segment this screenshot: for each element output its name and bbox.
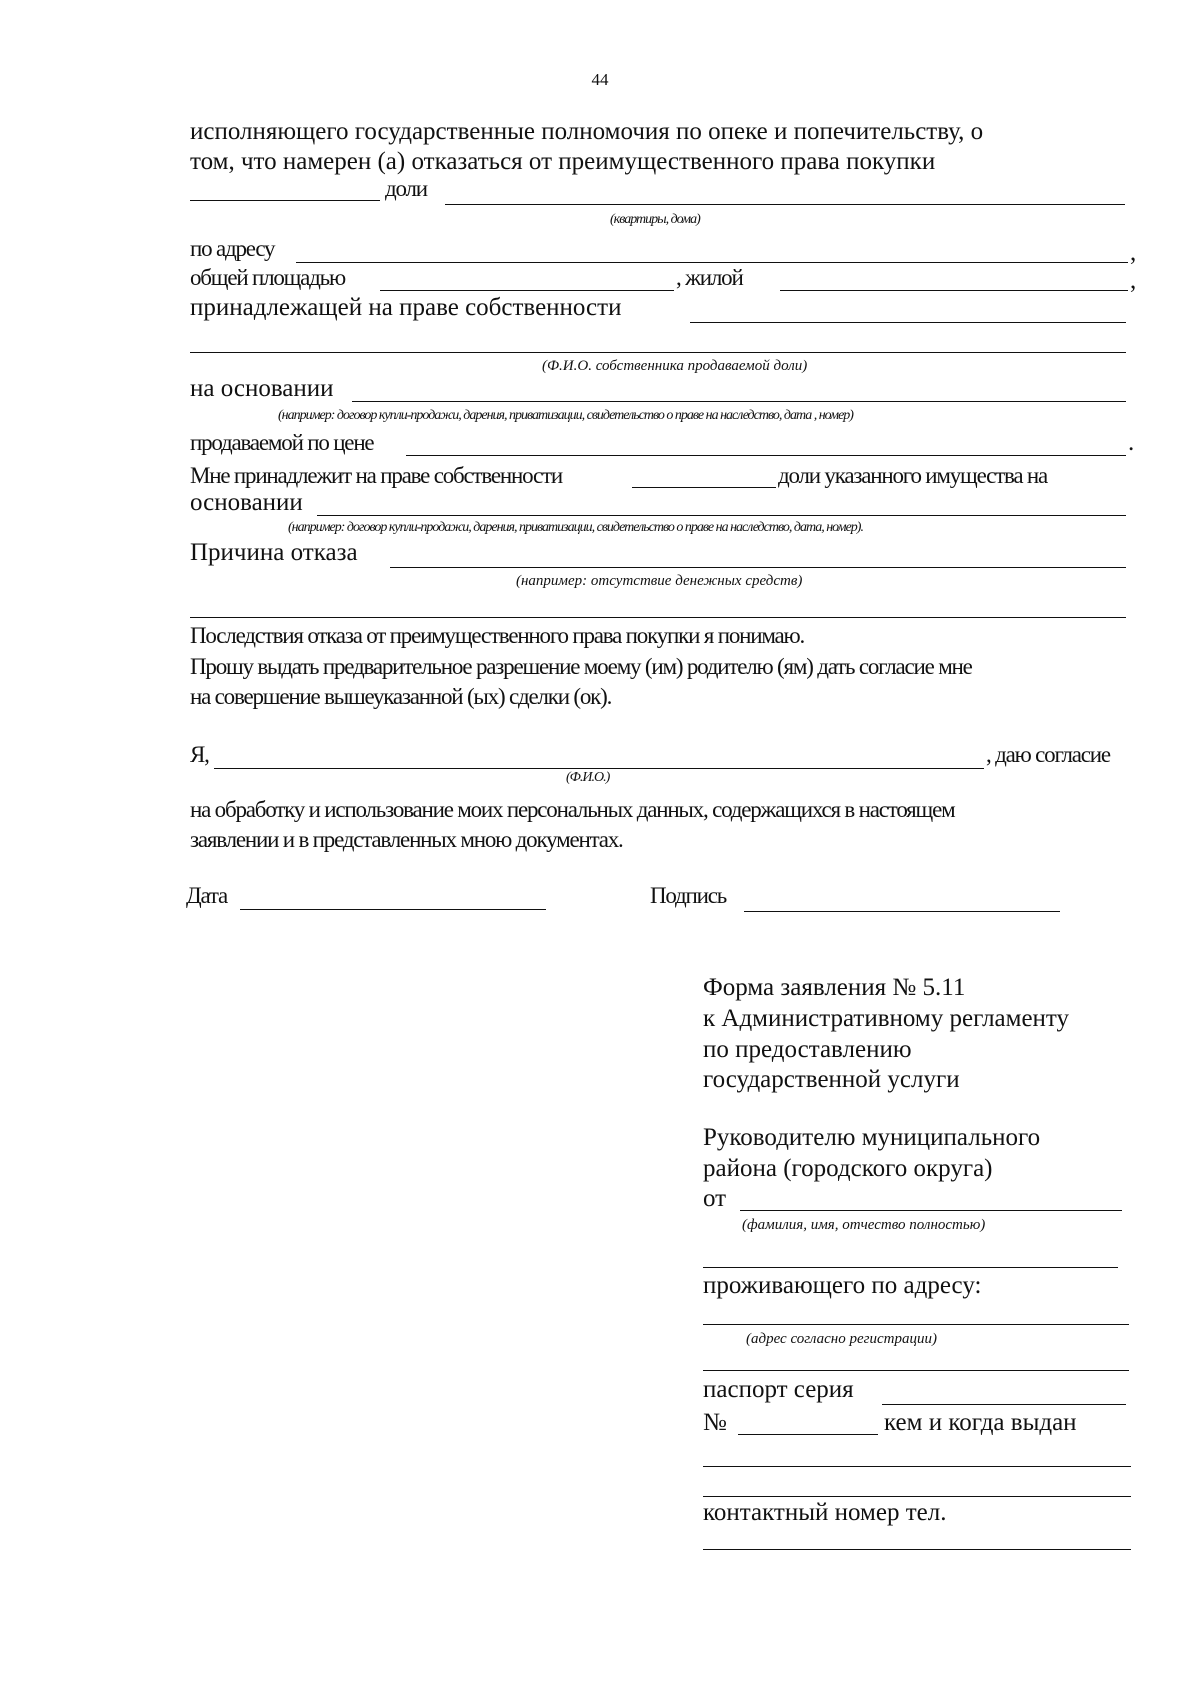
passport-series-label: паспорт серия — [703, 1376, 854, 1403]
living-area-field[interactable] — [780, 290, 1128, 291]
form-header-line-3: по предоставлению — [703, 1036, 912, 1063]
passport-series-field[interactable] — [882, 1404, 1126, 1405]
date-label: Дата — [186, 883, 228, 908]
ownership-label: Мне принадлежит на праве собственности — [190, 463, 562, 488]
basis2-field[interactable] — [317, 515, 1126, 516]
share-label: доли — [385, 176, 427, 201]
total-area-field[interactable] — [380, 290, 674, 291]
residing-label: проживающего по адресу: — [703, 1272, 982, 1299]
area-label: общей площадью — [190, 265, 345, 290]
owner-label: принадлежащей на праве собственности — [190, 294, 622, 321]
phone-label: контактный номер тел. — [703, 1499, 947, 1526]
caption-fio: (Ф.И.О.) — [566, 770, 610, 785]
signature-field[interactable] — [744, 911, 1060, 912]
share-size-field[interactable] — [190, 200, 380, 201]
residence-address-field-2[interactable] — [703, 1370, 1129, 1371]
text-line-2: том, что намерен (а) отказаться от преимущественного права покупки — [190, 148, 936, 175]
reason-field-2[interactable] — [190, 617, 1126, 618]
signature-label: Подпись — [650, 883, 727, 908]
i-label: Я, — [190, 742, 209, 767]
owner-field[interactable] — [690, 322, 1126, 323]
price-label: продаваемой по цене — [190, 430, 374, 455]
ownership-tail: доли указанного имущества на — [778, 463, 1048, 488]
passport-issued-field[interactable] — [703, 1466, 1131, 1467]
price-field[interactable] — [406, 455, 1126, 456]
applicant-name-field-2[interactable] — [703, 1267, 1118, 1268]
residence-address-field[interactable] — [703, 1324, 1129, 1325]
from-label: от — [703, 1185, 727, 1212]
passport-number-field[interactable] — [738, 1434, 878, 1435]
request-text-2: на совершение вышеуказанной (ых) сделки (ок). — [190, 684, 612, 709]
passport-number-label: № — [703, 1409, 727, 1436]
consent-name-field[interactable] — [214, 768, 984, 769]
comma: , — [1130, 267, 1137, 294]
caption-basis2: (например: договор купли-продажи, дарения, приватизации, свидетельство о праве на наследство, дата, номер). — [288, 520, 863, 535]
passport-issued-label: кем и когда выдан — [884, 1409, 1077, 1436]
consent-text-2: заявлении и в представленных мною документах. — [190, 827, 623, 852]
form-header-line-4: государственной услуги — [703, 1066, 960, 1093]
consent-label: , даю согласие — [986, 742, 1110, 767]
caption-reason: (например: отсутствие денежных средств) — [516, 573, 803, 589]
page-number: 44 — [591, 70, 609, 89]
applicant-name-field[interactable] — [740, 1210, 1122, 1211]
caption-apartment: (квартиры, дома) — [610, 212, 700, 227]
address-label: по адресу — [190, 236, 275, 261]
text-line-1: исполняющего государственные полномочия по опеке и попечительству, о — [190, 118, 984, 145]
owner-name-field[interactable] — [190, 352, 1126, 353]
caption-basis: (например: договор купли-продажи, дарения, приватизации, свидетельство о праве на наследство, дата , номер) — [278, 408, 853, 423]
property-type-field[interactable] — [445, 204, 1125, 205]
request-text-1: Прошу выдать предварительное разрешение моему (им) родителю (ям) дать согласие мне — [190, 654, 972, 679]
caption-full-name: (фамилия, имя, отчество полностью) — [742, 1217, 986, 1233]
period: . — [1128, 429, 1135, 456]
living-area-label: , жилой — [676, 265, 743, 290]
own-share-field[interactable] — [632, 487, 776, 488]
addressee-line-2: района (городского округа) — [703, 1155, 993, 1182]
date-field[interactable] — [240, 909, 546, 910]
basis2-label: основании — [190, 489, 303, 516]
basis-label: на основании — [190, 375, 334, 402]
comma: , — [1130, 239, 1137, 266]
reason-label: Причина отказа — [190, 539, 358, 566]
caption-registration-address: (адрес согласно регистрации) — [746, 1331, 937, 1347]
consequences-text: Последствия отказа от преимущественного права покупки я понимаю. — [190, 623, 805, 648]
phone-field[interactable] — [703, 1549, 1131, 1550]
addressee-line-1: Руководителю муниципального — [703, 1124, 1041, 1151]
basis-field[interactable] — [352, 401, 1126, 402]
reason-field[interactable] — [390, 567, 1126, 568]
form-header-line-2: к Административному регламенту — [703, 1005, 1070, 1032]
form-header-line-1: Форма заявления № 5.11 — [703, 974, 966, 1001]
caption-owner: (Ф.И.О. собственника продаваемой доли) — [542, 358, 808, 374]
consent-text-1: на обработку и использование моих персональных данных, содержащихся в настоящем — [190, 797, 955, 822]
